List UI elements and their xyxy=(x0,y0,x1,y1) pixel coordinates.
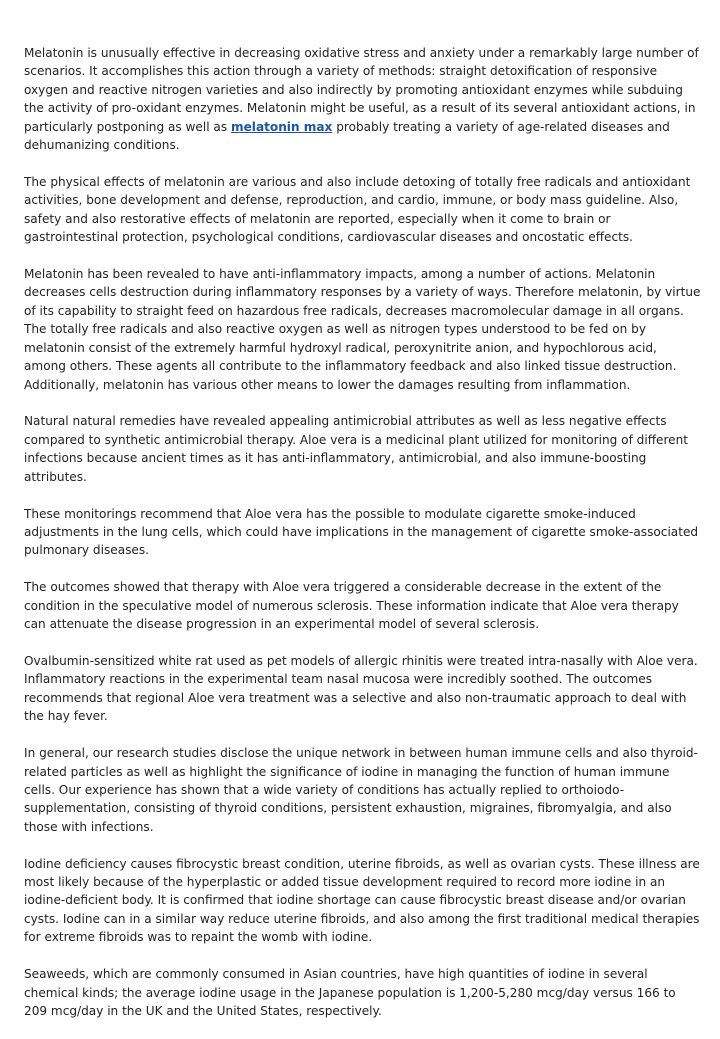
paragraph-aloe-sclerosis: The outcomes showed that therapy with Aloe vera triggered a considerable decrease in the extent of the condition in the speculative model of numerous sclerosis. These information indicate that Aloe vera therapy can attenuate the disease progression in an experimental model of several sclerosis. xyxy=(24,580,679,632)
paragraph-aloe-rhinitis: Ovalbumin-sensitized white rat used as pet models of allergic rhinitis were treated intra-nasally with Aloe vera. Inflammatory reactions in the experimental team nasal mucosa were incredibly soothed. The outcomes recommends that regional Aloe vera treatment was a selective and also non-traumatic approach to deal with the hay fever. xyxy=(24,653,698,724)
paragraph-melatonin-effects: The physical effects of melatonin are various and also include detoxing of totally free radicals and antioxidant activities, bone development and defense, reproduction, and cardio, immune, or body mass guideline. Also, safety and also restorative effects of melatonin are reported, especially when it come to brain or gastrointestinal protection, psychological conditions, cardiovascular diseases and oncostatic effects. xyxy=(24,174,691,245)
paragraph-seaweeds: Seaweeds, which are commonly consumed in Asian countries, have high quantities of iodine in several chemical kinds; the average iodine usage in the Japanese population is 1,200-5,280 mcg/day versus 166 to 209 mcg/day in the UK and the United States, respectively. xyxy=(24,967,676,1018)
paragraph-aloe-antimicrobial: Natural natural remedies have revealed appealing antimicrobial attributes as well as less negative effects compared to synthetic antimicrobial therapy. Aloe vera is a medicinal plant utilized for monitoring of different infections because ancient times as it has anti-inflammatory, antimicrobial, and also immune-boosting attributes. xyxy=(24,414,689,484)
paragraph-melatonin-intro xyxy=(24,44,702,154)
paragraph-iodine-deficiency: Iodine deficiency causes fibrocystic breast condition, uterine fibroids, as well as ovarian cysts. These illness are most likely because of the hyperplastic or added tissue development required to record more iodine in an iodine-deficient body. It is confirmed that iodine shortage can cause fibrocystic breast disease and/or ovarian cysts. Iodine can in a similar way reduce uterine fibroids, and also among the first traditional medical therapies for extreme fibroids was to repaint the womb with iodine. xyxy=(24,856,700,945)
paragraph-iodine-immune: In general, our research studies disclose the unique network in between human immune cells and also thyroid-related particles as well as highlight the significance of iodine in managing the function of human immune cells. Our experience has shown that a wide variety of conditions has actually replied to orthoiodo-supplementation, consisting of thyroid conditions, persistent exhaustion, migraines, fibromyalgia, and also those with infections. xyxy=(24,746,698,834)
paragraph-text: Melatonin is unusually effective in decreasing oxidative stress and anxiety under a remarkably large number of scenarios. It accomplishes this action through a variety of methods: straight detoxification of responsive oxygen and reactive nitrogen varieties and also indirectly by promoting antioxidant enzymes while subduing the activity of pro-oxidant enzymes. Melatonin might be useful, as a result of its several antioxidant actions, in particularly postponing as well as xyxy=(24,46,699,134)
paragraph-melatonin-inflammation: Melatonin has been revealed to have anti-inflammatory impacts, among a number of actions. Melatonin decreases cells destruction during inflammatory responses by a variety of ways. Therefore melatonin, by virtue of its capability to straight feed on hazardous free radicals, decreases macromolecular damage in all organs. The totally free radicals and also reactive oxygen as well as nitrogen types understood to be fed on by melatonin consist of the extremely harmful hydroxyl radical, peroxynitrite anion, and hypochlorous acid, among others. These agents all contribute to the inflammatory feedback and also linked tissue destruction. Additionally, melatonin has various other means to lower the damages resulting from inflammation. xyxy=(24,267,701,392)
paragraph-aloe-lung: These monitorings recommend that Aloe vera has the possible to modulate cigarette smoke-induced adjustments in the lung cells, which could have implications in the management of cigarette smoke-associated pulmonary diseases. xyxy=(24,506,699,558)
melatonin-max-link[interactable]: melatonin max xyxy=(231,119,333,134)
paragraph-text: probably treating a variety of age-related diseases and dehumanizing conditions. xyxy=(24,119,670,153)
article-body xyxy=(24,44,702,1039)
